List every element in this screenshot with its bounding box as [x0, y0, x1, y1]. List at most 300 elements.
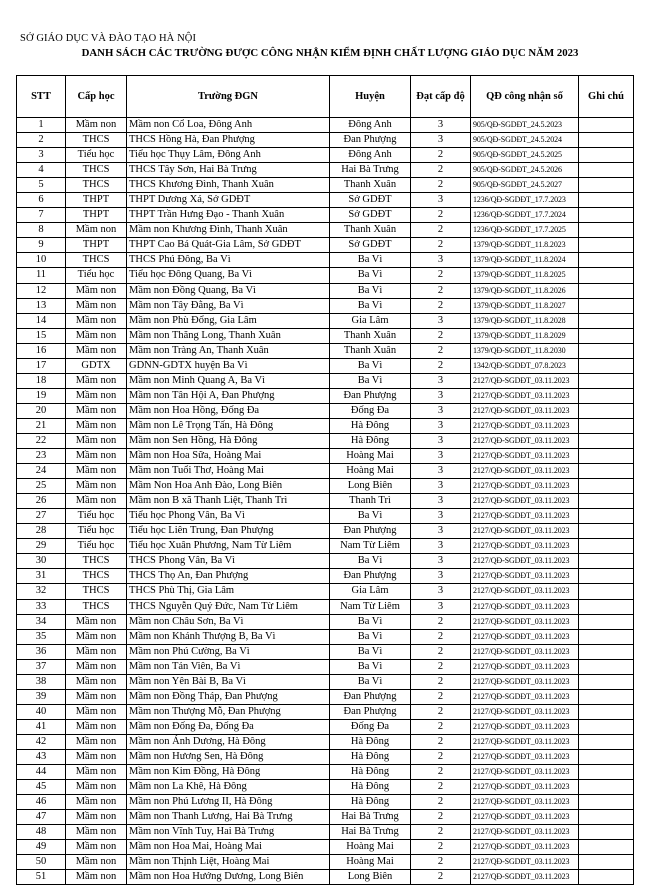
cell-note: [579, 870, 634, 885]
cell-grade: 2: [411, 749, 471, 764]
cell-decision: 1379/QĐ-SGDĐT_11.8.2026: [471, 283, 579, 298]
cell-district: Sở GDĐT: [330, 208, 411, 223]
table-row: [17, 298, 634, 313]
cell-grade: 2: [411, 855, 471, 870]
cell-grade: 2: [411, 870, 471, 885]
cell-grade: 2: [411, 659, 471, 674]
cell-note: [579, 223, 634, 238]
cell-level: Mầm non: [66, 825, 127, 840]
cell-level: THCS: [66, 163, 127, 178]
cell-note: [579, 118, 634, 133]
cell-school: Mầm non Lê Trọng Tấn, Hà Đông: [127, 418, 330, 433]
cell-decision: 2127/QĐ-SGDĐT_03.11.2023: [471, 464, 579, 479]
cell-district: Thanh Xuân: [330, 223, 411, 238]
cell-school: Mầm non Thịnh Liệt, Hoàng Mai: [127, 855, 330, 870]
cell-level: Mầm non: [66, 343, 127, 358]
cell-school: Mầm Non Hoa Anh Đào, Long Biên: [127, 479, 330, 494]
cell-note: [579, 539, 634, 554]
cell-grade: 3: [411, 509, 471, 524]
table-row: [17, 193, 634, 208]
cell-level: Mầm non: [66, 840, 127, 855]
cell-grade: 3: [411, 118, 471, 133]
cell-stt: 15: [17, 328, 66, 343]
cell-decision: 905/QĐ-SGDĐT_24.5.2024: [471, 133, 579, 148]
cell-grade: 2: [411, 208, 471, 223]
cell-note: [579, 659, 634, 674]
cell-level: Mầm non: [66, 629, 127, 644]
cell-level: THCS: [66, 584, 127, 599]
cell-note: [579, 780, 634, 795]
cell-level: THCS: [66, 133, 127, 148]
cell-school: Mầm non Khánh Thượng B, Ba Vì: [127, 629, 330, 644]
cell-level: Mầm non: [66, 449, 127, 464]
cell-district: Hà Đông: [330, 765, 411, 780]
cell-note: [579, 193, 634, 208]
cell-level: Mầm non: [66, 704, 127, 719]
cell-stt: 10: [17, 253, 66, 268]
table-row: [17, 780, 634, 795]
cell-level: Mầm non: [66, 388, 127, 403]
cell-level: Mầm non: [66, 494, 127, 509]
cell-decision: 2127/QĐ-SGDĐT_03.11.2023: [471, 433, 579, 448]
cell-grade: 3: [411, 599, 471, 614]
cell-level: Mầm non: [66, 870, 127, 885]
cell-note: [579, 524, 634, 539]
department-name: SỞ GIÁO DỤC VÀ ĐÀO TẠO HÀ NỘI: [20, 33, 197, 44]
cell-level: Tiểu học: [66, 524, 127, 539]
cell-note: [579, 283, 634, 298]
cell-decision: 2127/QĐ-SGDĐT_03.11.2023: [471, 524, 579, 539]
cell-district: Sở GDĐT: [330, 193, 411, 208]
cell-grade: 2: [411, 765, 471, 780]
cell-level: Mầm non: [66, 118, 127, 133]
cell-district: Đông Anh: [330, 118, 411, 133]
col-header-grade: Đạt cấp độ: [411, 76, 471, 118]
cell-level: Tiểu học: [66, 268, 127, 283]
cell-district: Hà Đông: [330, 780, 411, 795]
table-row: [17, 614, 634, 629]
cell-decision: 2127/QĐ-SGDĐT_03.11.2023: [471, 689, 579, 704]
cell-school: Mầm non Kim Đồng, Hà Đông: [127, 765, 330, 780]
cell-note: [579, 253, 634, 268]
cell-grade: 2: [411, 810, 471, 825]
table-row: [17, 765, 634, 780]
cell-district: Thanh Trì: [330, 494, 411, 509]
cell-note: [579, 719, 634, 734]
table-row: [17, 494, 634, 509]
cell-level: Mầm non: [66, 689, 127, 704]
cell-decision: 2127/QĐ-SGDĐT_03.11.2023: [471, 855, 579, 870]
cell-grade: 2: [411, 283, 471, 298]
cell-school: Mầm non Hoa Sữa, Hoàng Mai: [127, 449, 330, 464]
cell-level: THCS: [66, 569, 127, 584]
cell-level: Mầm non: [66, 328, 127, 343]
cell-grade: 3: [411, 433, 471, 448]
table-row: [17, 373, 634, 388]
cell-level: Mầm non: [66, 795, 127, 810]
cell-note: [579, 328, 634, 343]
cell-school: Mầm non Khương Đình, Thanh Xuân: [127, 223, 330, 238]
table-row: [17, 328, 634, 343]
cell-stt: 30: [17, 554, 66, 569]
cell-grade: 2: [411, 178, 471, 193]
cell-stt: 40: [17, 704, 66, 719]
cell-stt: 1: [17, 118, 66, 133]
cell-grade: 2: [411, 689, 471, 704]
table-row: [17, 358, 634, 373]
cell-note: [579, 569, 634, 584]
cell-decision: 2127/QĐ-SGDĐT_03.11.2023: [471, 870, 579, 885]
cell-stt: 18: [17, 373, 66, 388]
cell-note: [579, 343, 634, 358]
cell-school: Mầm non Thanh Lương, Hai Bà Trưng: [127, 810, 330, 825]
cell-district: Đan Phượng: [330, 704, 411, 719]
cell-note: [579, 554, 634, 569]
cell-note: [579, 433, 634, 448]
table-row: [17, 343, 634, 358]
table-row: [17, 133, 634, 148]
cell-district: Long Biên: [330, 870, 411, 885]
cell-decision: 1379/QĐ-SGDĐT_11.8.2024: [471, 253, 579, 268]
cell-level: Mầm non: [66, 403, 127, 418]
cell-decision: 2127/QĐ-SGDĐT_03.11.2023: [471, 539, 579, 554]
cell-district: Ba Vì: [330, 644, 411, 659]
cell-district: Hai Bà Trưng: [330, 163, 411, 178]
cell-district: Hà Đông: [330, 418, 411, 433]
cell-school: Mầm non Ánh Dương, Hà Đông: [127, 734, 330, 749]
cell-decision: 905/QĐ-SGDĐT_24.5.2026: [471, 163, 579, 178]
cell-school: Mầm non Phú Cường, Ba Vì: [127, 644, 330, 659]
cell-decision: 2127/QĐ-SGDĐT_03.11.2023: [471, 373, 579, 388]
cell-stt: 11: [17, 268, 66, 283]
cell-grade: 2: [411, 674, 471, 689]
cell-school: Mầm non Tản Viên, Ba Vì: [127, 659, 330, 674]
table-row: [17, 704, 634, 719]
cell-grade: 2: [411, 644, 471, 659]
cell-note: [579, 704, 634, 719]
cell-decision: 2127/QĐ-SGDĐT_03.11.2023: [471, 449, 579, 464]
cell-school: THCS Thọ An, Đan Phượng: [127, 569, 330, 584]
cell-grade: 2: [411, 614, 471, 629]
cell-level: Mầm non: [66, 313, 127, 328]
cell-note: [579, 734, 634, 749]
cell-decision: 2127/QĐ-SGDĐT_03.11.2023: [471, 629, 579, 644]
cell-decision: 2127/QĐ-SGDĐT_03.11.2023: [471, 388, 579, 403]
cell-decision: 1379/QĐ-SGDĐT_11.8.2027: [471, 298, 579, 313]
cell-stt: 45: [17, 780, 66, 795]
cell-district: Sở GDĐT: [330, 238, 411, 253]
cell-school: Mầm non Minh Quang A, Ba Vì: [127, 373, 330, 388]
cell-note: [579, 403, 634, 418]
cell-stt: 14: [17, 313, 66, 328]
cell-district: Ba Vì: [330, 298, 411, 313]
cell-decision: 2127/QĐ-SGDĐT_03.11.2023: [471, 825, 579, 840]
cell-stt: 21: [17, 418, 66, 433]
cell-grade: 3: [411, 554, 471, 569]
cell-school: Mầm non Đống Đa, Đống Đa: [127, 719, 330, 734]
col-header-decision: QĐ công nhận số: [471, 76, 579, 118]
cell-grade: 3: [411, 539, 471, 554]
cell-grade: 2: [411, 629, 471, 644]
cell-decision: 2127/QĐ-SGDĐT_03.11.2023: [471, 780, 579, 795]
cell-stt: 36: [17, 644, 66, 659]
cell-grade: 2: [411, 719, 471, 734]
col-header-note: Ghi chú: [579, 76, 634, 118]
cell-school: THCS Phong Vân, Ba Vì: [127, 554, 330, 569]
cell-district: Đan Phượng: [330, 689, 411, 704]
table-row: [17, 795, 634, 810]
cell-grade: 2: [411, 238, 471, 253]
cell-district: Ba Vì: [330, 659, 411, 674]
cell-level: Mầm non: [66, 674, 127, 689]
cell-district: Nam Từ Liêm: [330, 599, 411, 614]
cell-note: [579, 765, 634, 780]
cell-decision: 2127/QĐ-SGDĐT_03.11.2023: [471, 494, 579, 509]
cell-note: [579, 584, 634, 599]
cell-grade: 3: [411, 584, 471, 599]
cell-decision: 2127/QĐ-SGDĐT_03.11.2023: [471, 840, 579, 855]
table-row: [17, 840, 634, 855]
cell-level: Mầm non: [66, 719, 127, 734]
cell-grade: 3: [411, 313, 471, 328]
table-row: [17, 223, 634, 238]
cell-district: Ba Vì: [330, 629, 411, 644]
cell-stt: 12: [17, 283, 66, 298]
table-row: [17, 644, 634, 659]
cell-grade: 3: [411, 193, 471, 208]
table-row: [17, 584, 634, 599]
cell-decision: 1342/QĐ-SGDĐT_07.8.2023: [471, 358, 579, 373]
table-row: [17, 734, 634, 749]
cell-school: THCS Khương Đình, Thanh Xuân: [127, 178, 330, 193]
cell-school: Mầm non Vĩnh Tuy, Hai Bà Trưng: [127, 825, 330, 840]
cell-district: Hai Bà Trưng: [330, 810, 411, 825]
cell-note: [579, 418, 634, 433]
cell-stt: 33: [17, 599, 66, 614]
cell-level: Mầm non: [66, 223, 127, 238]
cell-school: Mầm non Hoa Hồng, Đống Đa: [127, 403, 330, 418]
cell-district: Nam Từ Liêm: [330, 539, 411, 554]
cell-stt: 13: [17, 298, 66, 313]
cell-level: Mầm non: [66, 614, 127, 629]
cell-grade: 3: [411, 494, 471, 509]
cell-school: Mầm non Tuổi Thơ, Hoàng Mai: [127, 464, 330, 479]
cell-school: Mầm non Châu Sơn, Ba Vì: [127, 614, 330, 629]
cell-level: Mầm non: [66, 373, 127, 388]
cell-level: GDTX: [66, 358, 127, 373]
cell-note: [579, 629, 634, 644]
cell-note: [579, 373, 634, 388]
table-row: [17, 268, 634, 283]
cell-stt: 41: [17, 719, 66, 734]
cell-decision: 2127/QĐ-SGDĐT_03.11.2023: [471, 659, 579, 674]
cell-grade: 2: [411, 163, 471, 178]
cell-note: [579, 148, 634, 163]
cell-district: Thanh Xuân: [330, 328, 411, 343]
cell-decision: 2127/QĐ-SGDĐT_03.11.2023: [471, 734, 579, 749]
cell-school: Mầm non Phù Đổng, Gia Lâm: [127, 313, 330, 328]
cell-note: [579, 494, 634, 509]
cell-district: Gia Lâm: [330, 584, 411, 599]
cell-school: Tiểu học Liên Trung, Đan Phượng: [127, 524, 330, 539]
cell-note: [579, 388, 634, 403]
cell-level: THCS: [66, 253, 127, 268]
cell-decision: 2127/QĐ-SGDĐT_03.11.2023: [471, 765, 579, 780]
cell-level: Tiểu học: [66, 509, 127, 524]
cell-district: Ba Vì: [330, 253, 411, 268]
cell-decision: 2127/QĐ-SGDĐT_03.11.2023: [471, 569, 579, 584]
cell-note: [579, 855, 634, 870]
cell-grade: 3: [411, 479, 471, 494]
cell-stt: 25: [17, 479, 66, 494]
cell-stt: 28: [17, 524, 66, 539]
cell-note: [579, 178, 634, 193]
cell-level: Mầm non: [66, 734, 127, 749]
cell-school: THCS Phú Đông, Ba Vì: [127, 253, 330, 268]
cell-stt: 17: [17, 358, 66, 373]
cell-school: Tiểu học Phong Vân, Ba Vì: [127, 509, 330, 524]
cell-level: Mầm non: [66, 810, 127, 825]
cell-level: Mầm non: [66, 765, 127, 780]
col-header-school: Trường ĐGN: [127, 76, 330, 118]
cell-decision: 1379/QĐ-SGDĐT_11.8.2023: [471, 238, 579, 253]
cell-grade: 3: [411, 388, 471, 403]
table-row: [17, 479, 634, 494]
cell-school: GDNN-GDTX huyện Ba Vì: [127, 358, 330, 373]
cell-district: Ba Vì: [330, 509, 411, 524]
table-row: [17, 524, 634, 539]
cell-decision: 2127/QĐ-SGDĐT_03.11.2023: [471, 599, 579, 614]
cell-decision: 905/QĐ-SGDĐT_24.5.2025: [471, 148, 579, 163]
cell-stt: 35: [17, 629, 66, 644]
cell-school: Mầm non Tràng An, Thanh Xuân: [127, 343, 330, 358]
cell-district: Đống Đa: [330, 403, 411, 418]
header-row: [17, 76, 634, 118]
cell-stt: 3: [17, 148, 66, 163]
cell-school: Tiểu học Xuân Phương, Nam Từ Liêm: [127, 539, 330, 554]
cell-grade: 3: [411, 418, 471, 433]
cell-stt: 5: [17, 178, 66, 193]
cell-level: THPT: [66, 238, 127, 253]
table-row: [17, 629, 634, 644]
cell-decision: 905/QĐ-SGDĐT_24.5.2023: [471, 118, 579, 133]
cell-district: Long Biên: [330, 479, 411, 494]
cell-district: Hà Đông: [330, 795, 411, 810]
cell-stt: 39: [17, 689, 66, 704]
cell-district: Ba Vì: [330, 358, 411, 373]
cell-school: Tiểu học Đông Quang, Ba Vì: [127, 268, 330, 283]
cell-school: Mầm non Yên Bài B, Ba Vì: [127, 674, 330, 689]
table-row: [17, 569, 634, 584]
cell-district: Đan Phượng: [330, 569, 411, 584]
cell-school: THPT Cao Bá Quát-Gia Lâm, Sở GDĐT: [127, 238, 330, 253]
table-row: [17, 253, 634, 268]
cell-grade: 3: [411, 133, 471, 148]
cell-grade: 2: [411, 298, 471, 313]
cell-grade: 3: [411, 253, 471, 268]
cell-note: [579, 479, 634, 494]
table-row: [17, 539, 634, 554]
cell-district: Đống Đa: [330, 719, 411, 734]
col-header-stt: STT: [17, 76, 66, 118]
table-row: [17, 674, 634, 689]
table-row: [17, 238, 634, 253]
cell-stt: 37: [17, 659, 66, 674]
cell-note: [579, 358, 634, 373]
cell-decision: 2127/QĐ-SGDĐT_03.11.2023: [471, 584, 579, 599]
table-row: [17, 599, 634, 614]
col-header-level: Cấp học: [66, 76, 127, 118]
cell-stt: 27: [17, 509, 66, 524]
cell-stt: 23: [17, 449, 66, 464]
table-row: [17, 749, 634, 764]
cell-note: [579, 749, 634, 764]
cell-stt: 50: [17, 855, 66, 870]
cell-stt: 44: [17, 765, 66, 780]
cell-level: Mầm non: [66, 659, 127, 674]
cell-district: Hà Đông: [330, 749, 411, 764]
cell-stt: 7: [17, 208, 66, 223]
cell-school: THCS Tây Sơn, Hai Bà Trưng: [127, 163, 330, 178]
cell-grade: 2: [411, 343, 471, 358]
cell-stt: 16: [17, 343, 66, 358]
cell-note: [579, 599, 634, 614]
cell-level: THCS: [66, 178, 127, 193]
cell-district: Ba Vì: [330, 674, 411, 689]
cell-school: THPT Dương Xá, Sở GDĐT: [127, 193, 330, 208]
cell-school: THCS Hồng Hà, Đan Phượng: [127, 133, 330, 148]
cell-district: Hoàng Mai: [330, 840, 411, 855]
cell-decision: 2127/QĐ-SGDĐT_03.11.2023: [471, 810, 579, 825]
table-row: [17, 810, 634, 825]
cell-school: Mầm non Cổ Loa, Đông Anh: [127, 118, 330, 133]
cell-stt: 31: [17, 569, 66, 584]
cell-stt: 51: [17, 870, 66, 885]
cell-district: Hai Bà Trưng: [330, 825, 411, 840]
cell-school: THPT Trần Hưng Đạo - Thanh Xuân: [127, 208, 330, 223]
cell-grade: 3: [411, 524, 471, 539]
cell-grade: 3: [411, 403, 471, 418]
cell-stt: 24: [17, 464, 66, 479]
cell-stt: 9: [17, 238, 66, 253]
cell-district: Đông Anh: [330, 148, 411, 163]
cell-level: Mầm non: [66, 464, 127, 479]
cell-district: Hoàng Mai: [330, 449, 411, 464]
table-row: [17, 719, 634, 734]
cell-school: THCS Nguyễn Quý Đức, Nam Từ Liêm: [127, 599, 330, 614]
table-header: [17, 76, 634, 118]
table-row: [17, 118, 634, 133]
cell-note: [579, 298, 634, 313]
table-body: [17, 118, 634, 885]
cell-level: Mầm non: [66, 644, 127, 659]
table-row: [17, 449, 634, 464]
cell-decision: 2127/QĐ-SGDĐT_03.11.2023: [471, 509, 579, 524]
cell-stt: 8: [17, 223, 66, 238]
cell-district: Ba Vì: [330, 614, 411, 629]
cell-decision: 2127/QĐ-SGDĐT_03.11.2023: [471, 749, 579, 764]
cell-grade: 3: [411, 373, 471, 388]
cell-school: Mầm non Đồng Quang, Ba Vì: [127, 283, 330, 298]
cell-grade: 2: [411, 148, 471, 163]
cell-district: Hoàng Mai: [330, 855, 411, 870]
cell-note: [579, 614, 634, 629]
cell-grade: 2: [411, 734, 471, 749]
cell-district: Thanh Xuân: [330, 343, 411, 358]
cell-district: Hà Đông: [330, 433, 411, 448]
cell-decision: 2127/QĐ-SGDĐT_03.11.2023: [471, 795, 579, 810]
cell-school: THCS Phù Thị, Gia Lâm: [127, 584, 330, 599]
